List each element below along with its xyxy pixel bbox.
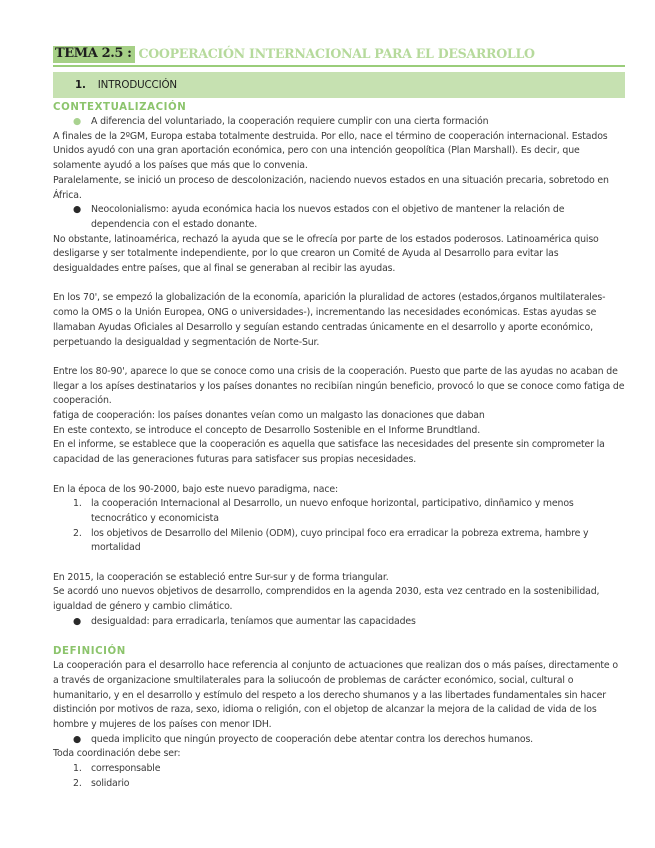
bullet-item: ● A diferencia del voluntariado, la cooperación requiere cumplir con una cierta formación [53, 115, 625, 130]
paragraph: En este contexto, se introduce el concepto de Desarrollo Sostenible en el Informe Brundtland. [53, 424, 481, 436]
document-page [53, 44, 625, 792]
paragraph: Se acordó uno nuevos objetivos de desarrollo, comprendidos en la agenda 2030, esta vez centrado en la sostenibilidad, igualdad de género y cambio climático. [53, 586, 600, 613]
section-number: 1. [75, 78, 86, 91]
paragraph: fatiga de cooperación: los países donantes veían como un malgasto las donaciones que daban [53, 410, 485, 422]
paragraph: No obstante, latinoamérica, rechazó la ayuda que se le ofrecía por parte de los estados poderosos. Latinoamérica quiso desligarse y ser totalmente independiente, por lo que crearon un Comité de Ayuda al Desarrollo para evitar las desigualdades entre países, que al final se generaban al recibir las ayudas. [53, 233, 599, 275]
document-title [53, 44, 625, 67]
bullet-item: ● Neocolonialismo: ayuda económica hacia los nuevos estados con el objetivo de mantener la relación de dependencia con el estado donante. [73, 204, 565, 230]
paragraph: En los 70', se empezó la globalización de la economía, aparición la pluralidad de actores (estados,órganos multilaterales- como la OMS o la Unión Europea, ONG o universidades-), incrementando las necesidades económicas. Estas ayudas se llamaban Ayudas Oficiales al Desarrollo y seguían estando centradas únicamente en el desarrollo y aporte económico, perpetuando la desigualdad y segmentación de Norte-Sur. [53, 292, 606, 348]
paragraph: Paralelamente, se inició un proceso de descolonización, naciendo nuevos estados en una situación precaria, sobretodo en África. [53, 174, 609, 201]
section-heading-introduccion [53, 72, 625, 98]
list-item: 1. corresponsable [73, 763, 161, 775]
paragraph: Toda coordinación debe ser: [53, 748, 181, 760]
tema-title: COOPERACIÓN INTERNACIONAL PARA EL DESARROLLO [138, 46, 535, 62]
tema-label: TEMA 2.5 : [53, 46, 135, 63]
paragraph: En la época de los 90-2000, bajo este nuevo paradigma, nace: [53, 483, 338, 495]
list-item: 1. la cooperación Internacional al Desarrollo, un nuevo enfoque horizontal, participativo, dinñamico y menos tecnocrático y economicista [73, 498, 574, 524]
paragraph: En el informe, se establece que la cooperación es aquella que satisface las necesidades del presente sin comprometer la capacidad de las generaciones futuras para satisfacer sus propias necesidades. [53, 439, 605, 466]
list-item: 2. solidario [73, 777, 130, 789]
bullet-dot-icon: ● [73, 204, 82, 216]
paragraph: A finales de la 2ºGM, Europa estaba totalmente destruida. Por ello, nace el término de cooperación internacional. Estados Unidos ayudó con una gran aportación económica, pero con una intención geopolítica (Plan Marshall). Es decir, que solamente ayudó a los países que más que lo convenia. [53, 130, 608, 172]
bullet-dot-icon: ● [73, 733, 82, 745]
section-title: INTRODUCCIÓN [97, 78, 177, 91]
subheading-definicion: DEFINICIÓN [53, 646, 126, 658]
bullet-item: ● queda implicito que ningún proyecto de cooperación debe atentar contra los derechos humanos. [53, 733, 625, 748]
bullet-item: ● desigualdad: para erradicarla, teníamos que aumentar las capacidades [53, 615, 625, 630]
subheading-contextualizacion: CONTEXTUALIZACIÓN [53, 102, 187, 113]
list-item: 2. los objetivos de Desarrollo del Milenio (ODM), cuyo principal foco era erradicar la pobreza extrema, hambre y mortalidad [73, 527, 589, 554]
paragraph: Entre los 80-90', aparece lo que se conoce como una crisis de la cooperación. Puesto que parte de las ayudas no acaban de llegar a los apíses destinatarios y los países donantes no recibiían ningún beneficio, provocó lo que se conoce como fatiga de cooperación. [53, 365, 625, 407]
paragraph: En 2015, la cooperación se estableció entre Sur-sur y de forma triangular. [53, 571, 389, 583]
bullet-dot-icon: ● [73, 116, 82, 127]
ordered-list [53, 762, 625, 791]
ordered-list [53, 497, 625, 556]
paragraph: La cooperación para el desarrollo hace referencia al conjunto de actuaciones que realizan dos o más países, directamente o a través de organizacione smultilaterales para la soliucoón de problemas de carácter económico, social, cultural o humanitario, y en el desarrollo y estímulo del respeto a los derecho shumanos y a las libertades fundamentales sin hacer distinción por motivos de raza, sexo, idioma o religión, con el objetop de alcanzar la mejora de la calidad de vida de los hombre y mujeres de los países con menor IDH. [53, 660, 618, 731]
bullet-dot-icon: ● [73, 615, 82, 627]
